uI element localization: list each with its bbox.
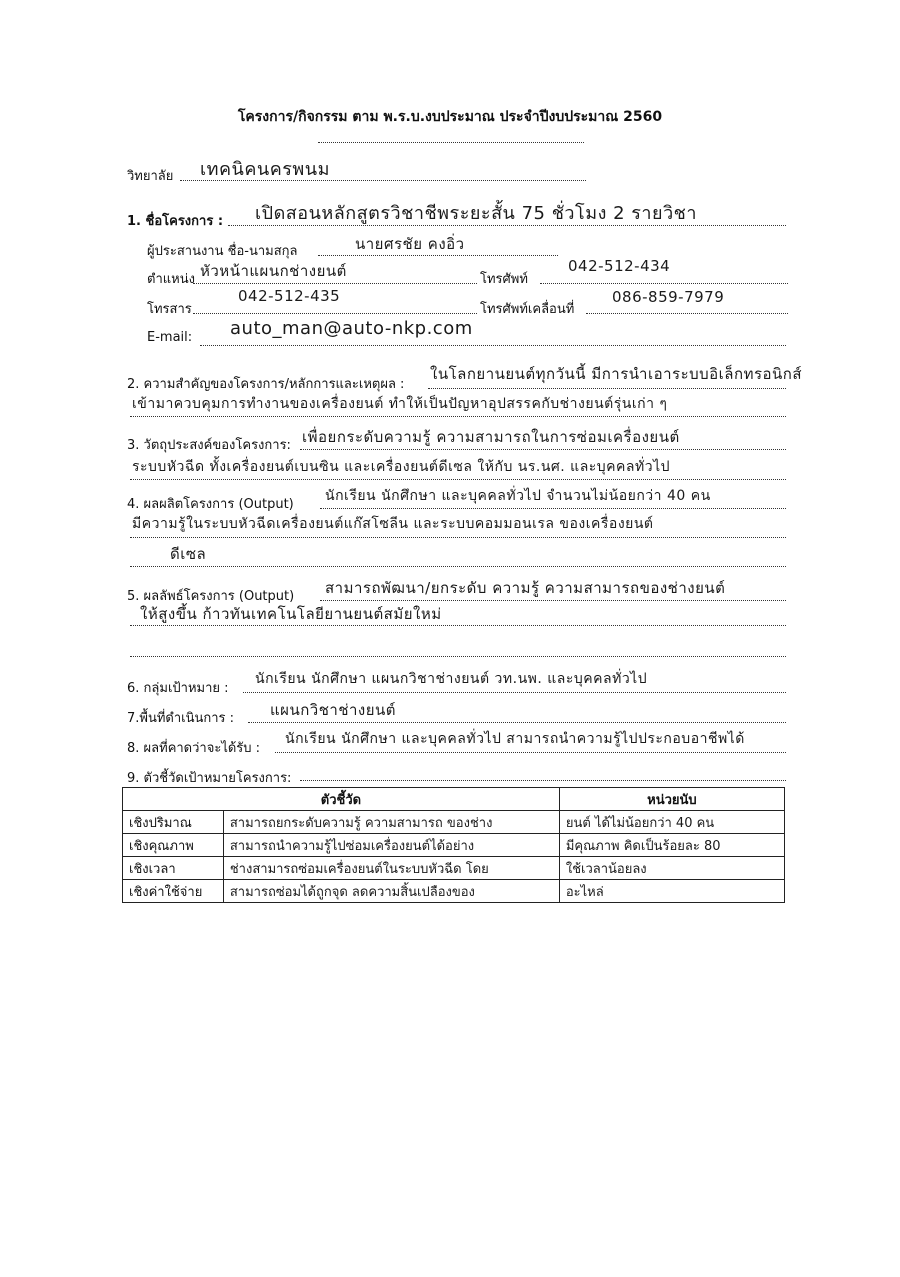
- output-dots-1: [320, 508, 786, 509]
- objective-dots-1: [300, 449, 786, 450]
- indicators-dots: [300, 780, 786, 781]
- project-name-label: 1. ชื่อโครงการ :: [127, 214, 224, 229]
- rationale-dots-2: [130, 416, 786, 417]
- output-line-2: มีความรู้ในระบบหัวฉีดเครื่องยนต์แก๊สโซลีน และระบบคอมมอนเรล ของเครื่องยนต์: [132, 516, 654, 532]
- phone-label: โทรศัพท์: [480, 272, 528, 287]
- unit-column-header: หน่วยนับ: [559, 788, 784, 811]
- objective-line-2: ระบบหัวฉีด ทั้งเครื่องยนต์เบนซิน และเครื่องยนต์ดีเซล ให้กับ นร.นศ. และบุคคลทั่วไป: [132, 459, 671, 475]
- expected-value: นักเรียน นักศึกษา และบุคคลทั่วไป สามารถนำความรู้ไปประกอบอาชีพได้: [285, 731, 745, 747]
- email-label: E-mail:: [147, 330, 193, 345]
- position-label: ตำแหน่ง: [147, 272, 195, 287]
- coordinator-value: นายศรชัย คงอิ่ว: [355, 235, 465, 253]
- objective-dots-2: [130, 479, 786, 480]
- category-cell: เชิงค่าใช้จ่าย: [123, 880, 224, 903]
- position-dots: [193, 283, 477, 284]
- indicators-table: [122, 787, 785, 903]
- table-row: [123, 811, 785, 834]
- rationale-line-2: เข้ามาควบคุมการทำงานของเครื่องยนต์ ทำให้เป็นปัญหาอุปสรรคกับช่างยนต์รุ่นเก่า ๆ: [132, 396, 668, 412]
- target-value: นักเรียน นักศึกษา แผนกวิชาช่างยนต์ วท.นพ. และบุคคลทั่วไป: [255, 671, 648, 687]
- college-label: วิทยาลัย: [127, 169, 174, 184]
- category-cell: เชิงปริมาณ: [123, 811, 224, 834]
- output-dots-2: [130, 537, 786, 538]
- indicator-column-header: ตัวชี้วัด: [123, 788, 560, 811]
- phone-dots: [540, 283, 788, 284]
- indicator-cell: สามารถยกระดับความรู้ ความสามารถ ของช่าง: [223, 811, 559, 834]
- output-dots-3: [130, 566, 786, 567]
- phone-value: 042-512-434: [568, 257, 671, 275]
- area-dots: [248, 722, 786, 723]
- output-label: 4. ผลผลิตโครงการ (Output): [127, 497, 294, 512]
- outcome-line-2: ให้สูงขึ้น ก้าวทันเทคโนโลยียานยนต์สมัยใหม่: [140, 605, 442, 623]
- fax-label: โทรสาร: [147, 302, 192, 317]
- coordinator-label: ผู้ประสานงาน ชื่อ-นามสกุล: [147, 244, 298, 259]
- target-label: 6. กลุ่มเป้าหมาย :: [127, 681, 229, 696]
- category-cell: เชิงคุณภาพ: [123, 834, 224, 857]
- output-line-3: ดีเซล: [170, 545, 207, 563]
- indicators-label: 9. ตัวชี้วัดเป้าหมายโครงการ:: [127, 771, 292, 786]
- outcome-line-1: สามารถพัฒนา/ยกระดับ ความรู้ ความสามารถของช่างยนต์: [325, 579, 726, 597]
- mobile-label: โทรศัพท์เคลื่อนที่: [480, 302, 575, 317]
- email-value: auto_man@auto-nkp.com: [230, 318, 473, 339]
- area-value: แผนกวิชาช่างยนต์: [270, 701, 397, 719]
- indicator-cell: สามารถซ่อมได้ถูกจุด ลดความสิ้นเปลืองของ: [223, 880, 559, 903]
- outcome-label: 5. ผลลัพธ์โครงการ (Output): [127, 589, 295, 604]
- mobile-value: 086-859-7979: [612, 288, 725, 306]
- rationale-line-1: ในโลกยานยนต์ทุกวันนี้ มีการนำเอาระบบอิเล็กทรอนิกส์: [430, 365, 803, 383]
- unit-cell: อะไหล่: [559, 880, 784, 903]
- indicator-cell: ช่างสามารถซ่อมเครื่องยนต์ในระบบหัวฉีด โดย: [223, 857, 559, 880]
- fax-dots: [193, 313, 477, 314]
- mobile-dots: [586, 313, 788, 314]
- unit-cell: มีคุณภาพ คิดเป็นร้อยละ 80: [559, 834, 784, 857]
- rationale-dots-1: [428, 388, 786, 389]
- unit-cell: ยนต์ ได้ไม่น้อยกว่า 40 คน: [559, 811, 784, 834]
- output-line-1: นักเรียน นักศึกษา และบุคคลทั่วไป จำนวนไม่น้อยกว่า 40 คน: [325, 488, 711, 504]
- objective-label: 3. วัตถุประสงค์ของโครงการ:: [127, 438, 291, 453]
- title-underline: [318, 138, 584, 143]
- expected-dots: [275, 752, 786, 753]
- fax-value: 042-512-435: [238, 287, 341, 305]
- outcome-dots-1: [320, 600, 786, 601]
- email-dots: [200, 345, 786, 346]
- category-cell: เชิงเวลา: [123, 857, 224, 880]
- indicator-cell: สามารถนำความรู้ไปซ่อมเครื่องยนต์ได้อย่าง: [223, 834, 559, 857]
- outcome-dots-3: [130, 656, 786, 657]
- table-row: [123, 880, 785, 903]
- unit-cell: ใช้เวลาน้อยลง: [559, 857, 784, 880]
- table-row: [123, 834, 785, 857]
- target-dots: [243, 692, 786, 693]
- area-label: 7.พื้นที่ดำเนินการ :: [127, 711, 235, 726]
- project-name-value: เปิดสอนหลักสูตรวิชาชีพระยะสั้น 75 ชั่วโมง 2 รายวิชา: [255, 203, 698, 224]
- rationale-label: 2. ความสำคัญของโครงการ/หลักการและเหตุผล :: [127, 377, 405, 392]
- document-title: โครงการ/กิจกรรม ตาม พ.ร.บ.งบประมาณ ประจำปีงบประมาณ 2560: [237, 109, 663, 125]
- expected-label: 8. ผลที่คาดว่าจะได้รับ :: [127, 741, 261, 756]
- objective-line-1: เพื่อยกระดับความรู้ ความสามารถในการซ่อมเครื่องยนต์: [302, 428, 680, 446]
- table-row: [123, 857, 785, 880]
- table-header-row: [123, 788, 785, 811]
- college-value: เทคนิคนครพนม: [200, 159, 330, 180]
- position-value: หัวหน้าแผนกช่างยนต์: [200, 262, 347, 280]
